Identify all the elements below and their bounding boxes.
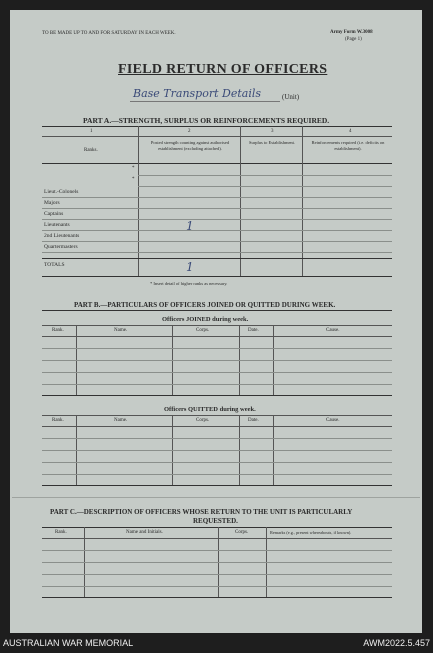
row-rule: [42, 372, 392, 373]
footer-right: AWM2022.5.457: [363, 638, 430, 648]
col-header-surplus: Surplus to Establishment.: [248, 140, 296, 145]
rank-label: Captains: [44, 211, 64, 217]
part-a-number-rule: [42, 136, 392, 137]
row-rule: [42, 252, 392, 253]
asterisk-2: *: [132, 177, 135, 182]
col-num-4: 4: [349, 129, 352, 134]
quitted-title-rule: [42, 415, 392, 416]
joined-col-date: Date.: [248, 328, 259, 333]
joined-col-name: Name.: [114, 328, 128, 333]
rank-label: 2nd Lieutenants: [44, 233, 80, 239]
rank-label: Majors: [44, 200, 60, 206]
row-rule: [42, 474, 392, 475]
partc-bottom-rule: [42, 597, 392, 598]
col-header-ranks: Ranks.: [84, 148, 98, 153]
totals-rule: [42, 258, 392, 259]
joined-col-rank: Rank.: [52, 328, 64, 333]
col-header-reinforcements: Reinforcements required (i.e. deficits on establishment).: [311, 140, 385, 151]
form-title: FIELD RETURN OF OFFICERS: [118, 62, 328, 77]
partc-col-rank: Rank.: [55, 530, 67, 535]
part-b-heading: PART B.—PARTICULARS OF OFFICERS JOINED OR QUITTED DURING WEEK.: [74, 301, 336, 309]
col-header-posted: Posted strength counting against authorised establishment (excluding attached).: [150, 140, 230, 151]
part-a-vline-3: [302, 126, 303, 276]
row-rule: [42, 230, 392, 231]
row-rule: [42, 384, 392, 385]
row-rule: [42, 462, 392, 463]
unit-label: (Unit): [282, 93, 300, 101]
joined-bottom-rule: [42, 395, 392, 396]
joined-title-rule: [42, 325, 392, 326]
col-num-2: 2: [188, 129, 191, 134]
row-rule: [42, 241, 392, 242]
page-number: (Page 1): [345, 37, 362, 42]
rank-label: Lieut.-Colonels: [44, 189, 79, 195]
partc-col-corps: Corps.: [235, 530, 249, 535]
rank-label: Quartermasters: [44, 244, 78, 250]
row-rule: [42, 574, 392, 575]
col-num-1: 1: [90, 129, 93, 134]
part-a-footnote: * Insert detail of higher ranks as necessary.: [150, 281, 228, 286]
part-a-heading: PART A.—STRENGTH, SURPLUS OR REINFORCEMENTS REQUIRED.: [83, 116, 330, 125]
quitted-col-date: Date.: [248, 418, 259, 423]
joined-col-corps: Corps.: [196, 328, 210, 333]
part-c-heading-cont: REQUESTED.: [193, 517, 238, 525]
row-rule: [42, 450, 392, 451]
part-b-top-rule: [42, 310, 392, 311]
part-a-header-rule: [42, 163, 392, 164]
rank-label: Lieutenants: [44, 222, 70, 228]
quitted-bottom-rule: [42, 485, 392, 486]
asterisk-1: *: [132, 166, 135, 171]
form-number: Army Form W.3008: [330, 30, 373, 35]
quitted-col-corps: Corps.: [196, 418, 210, 423]
row-rule: [42, 550, 392, 551]
totals-value: 1: [186, 260, 194, 274]
col-num-3: 3: [271, 129, 274, 134]
part-c-heading: PART C.—DESCRIPTION OF OFFICERS WHOSE RETURN TO THE UNIT IS PARTICULARLY: [50, 508, 353, 516]
partc-header-rule: [42, 538, 392, 539]
part-c-top-rule: [42, 527, 392, 528]
row-rule: [42, 360, 392, 361]
quitted-header-rule: [42, 426, 392, 427]
row-rule: [42, 208, 392, 209]
row-rule: [42, 562, 392, 563]
row-rule: [42, 438, 392, 439]
row-rule: [138, 186, 392, 187]
row-rule: [42, 197, 392, 198]
part-a-bottom-rule: [42, 276, 392, 277]
row-rule: [138, 175, 392, 176]
row-rule: [42, 219, 392, 220]
quitted-title: Officers QUITTED during week.: [164, 406, 256, 413]
part-a-vline-2: [240, 126, 241, 276]
joined-col-cause: Cause.: [326, 328, 340, 333]
joined-title: Officers JOINED during week.: [162, 316, 249, 323]
paper-fold-line: [12, 497, 420, 498]
quitted-col-name: Name.: [114, 418, 128, 423]
totals-label: TOTALS: [44, 262, 65, 268]
unit-handwritten: Base Transport Details: [133, 87, 262, 100]
joined-header-rule: [42, 336, 392, 337]
footer-left: AUSTRALIAN WAR MEMORIAL: [3, 638, 134, 648]
part-a-vline-1: [138, 126, 139, 276]
instruction-text: TO BE MADE UP TO AND FOR SATURDAY IN EACH WEEK.: [42, 31, 176, 36]
quitted-col-rank: Rank.: [52, 418, 64, 423]
partc-col-remarks: Remarks (e.g., present whereabouts, if known).: [270, 530, 352, 535]
partc-col-name: Name and Initials.: [126, 530, 163, 535]
row-rule: [42, 348, 392, 349]
unit-underline: [130, 101, 280, 102]
row-rule: [42, 586, 392, 587]
part-a-top-rule: [42, 126, 392, 127]
quitted-col-cause: Cause.: [326, 418, 340, 423]
lieutenants-value: 1: [186, 219, 194, 233]
